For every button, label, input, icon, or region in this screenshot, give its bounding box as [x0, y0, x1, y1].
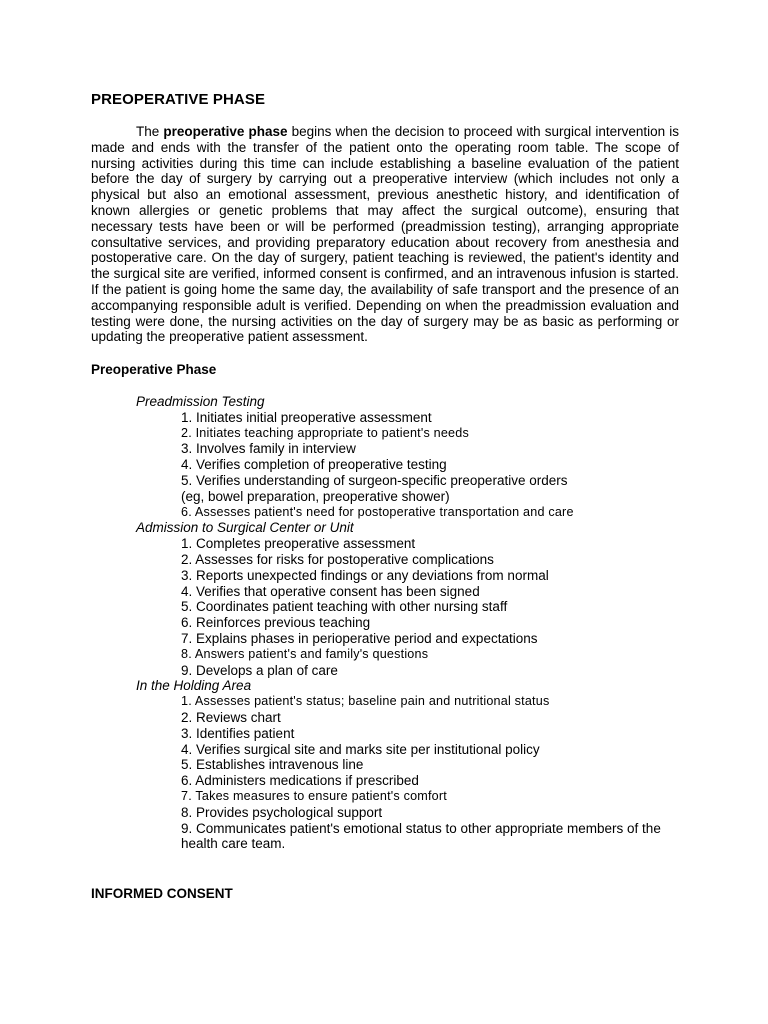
list-item: 6. Reinforces previous teaching — [181, 615, 371, 631]
list-item: 3. Reports unexpected findings or any deviations from normal — [181, 567, 549, 583]
list-item-continuation: health care team. — [181, 836, 286, 852]
list-item: 3. Involves family in interview — [181, 441, 356, 457]
list-item: 3. Identifies patient — [181, 725, 295, 741]
phase-outline — [91, 394, 691, 852]
list-item: 5. Verifies understanding of surgeon-specific preoperative orders — [181, 472, 568, 488]
informed-consent-heading: INFORMED CONSENT — [91, 886, 233, 901]
list-item: 4. Verifies surgical site and marks site per institutional policy — [181, 741, 540, 757]
intro-paragraph — [91, 124, 679, 345]
list-item: 4. Verifies that operative consent has been signed — [181, 583, 480, 599]
list-item: 1. Completes preoperative assessment — [181, 536, 416, 552]
intro-bold-term: preoperative phase — [163, 124, 288, 139]
group-title-admission: Admission to Surgical Center or Unit — [136, 520, 354, 536]
page-title: PREOPERATIVE PHASE — [91, 91, 266, 108]
list-item: 7. Explains phases in perioperative period and expectations — [181, 630, 538, 646]
list-item: 6. Administers medications if prescribed — [181, 773, 419, 789]
list-item: 9. Communicates patient's emotional status to other appropriate members of the — [181, 820, 661, 836]
list-item: 1. Initiates initial preoperative assessment — [181, 409, 432, 425]
list-item: 9. Develops a plan of care — [181, 662, 338, 678]
list-item-continuation: (eg, bowel preparation, preoperative shower) — [181, 488, 450, 504]
list-item: 8. Provides psychological support — [181, 804, 383, 820]
intro-text-start: The — [136, 124, 164, 139]
list-item: 1. Assesses patient's status; baseline pain and nutritional status — [181, 694, 550, 709]
list-item: 2. Assesses for risks for postoperative complications — [181, 551, 494, 567]
list-item: 2. Reviews chart — [181, 709, 281, 725]
list-item: 8. Answers patient's and family's questions — [181, 646, 429, 661]
list-item: 2. Initiates teaching appropriate to patient's needs — [181, 425, 469, 440]
group-title-preadmission-testing: Preadmission Testing — [136, 394, 265, 409]
group-title-holding-area: In the Holding Area — [136, 678, 252, 694]
list-item: 5. Coordinates patient teaching with other nursing staff — [181, 599, 508, 615]
list-item: 7. Takes measures to ensure patient's comfort — [181, 788, 447, 803]
intro-text-rest: begins when the decision to proceed with surgical intervention is made and ends with the transfer of the patient onto the operating room table. The scope of nursing activities during this time can include establishing a baseline evaluation of the patient before the day of surgery by carrying out a preoperative interview (which includes not only a physical but also an emotional assessment, previous anesthetic history, and identification of known allergies or genetic problems that may affect the surgical outcome), ensuring that necessary tests have been or will be performed (preadmission testing), arranging appropriate consultative services, and providing preparatory education about recovery from anesthesia and postoperative care. On the day of surgery, patient teaching is reviewed, the patient's identity and the surgical site are verified, informed consent is confirmed, and an intravenous infusion is started. If the patient is going home the same day, the availability of safe transport and the presence of an accompanying responsible adult is verified. Depending on when the preadmission evaluation and testing were done, the nursing activities on the day of surgery may be as basic as performing or updating the preoperative patient assessment. — [91, 124, 679, 345]
list-item: 4. Verifies completion of preoperative testing — [181, 457, 447, 473]
list-item: 5. Establishes intravenous line — [181, 757, 364, 773]
section-heading: Preoperative Phase — [91, 362, 217, 377]
list-item: 6. Assesses patient's need for postoperative transportation and care — [181, 504, 574, 519]
